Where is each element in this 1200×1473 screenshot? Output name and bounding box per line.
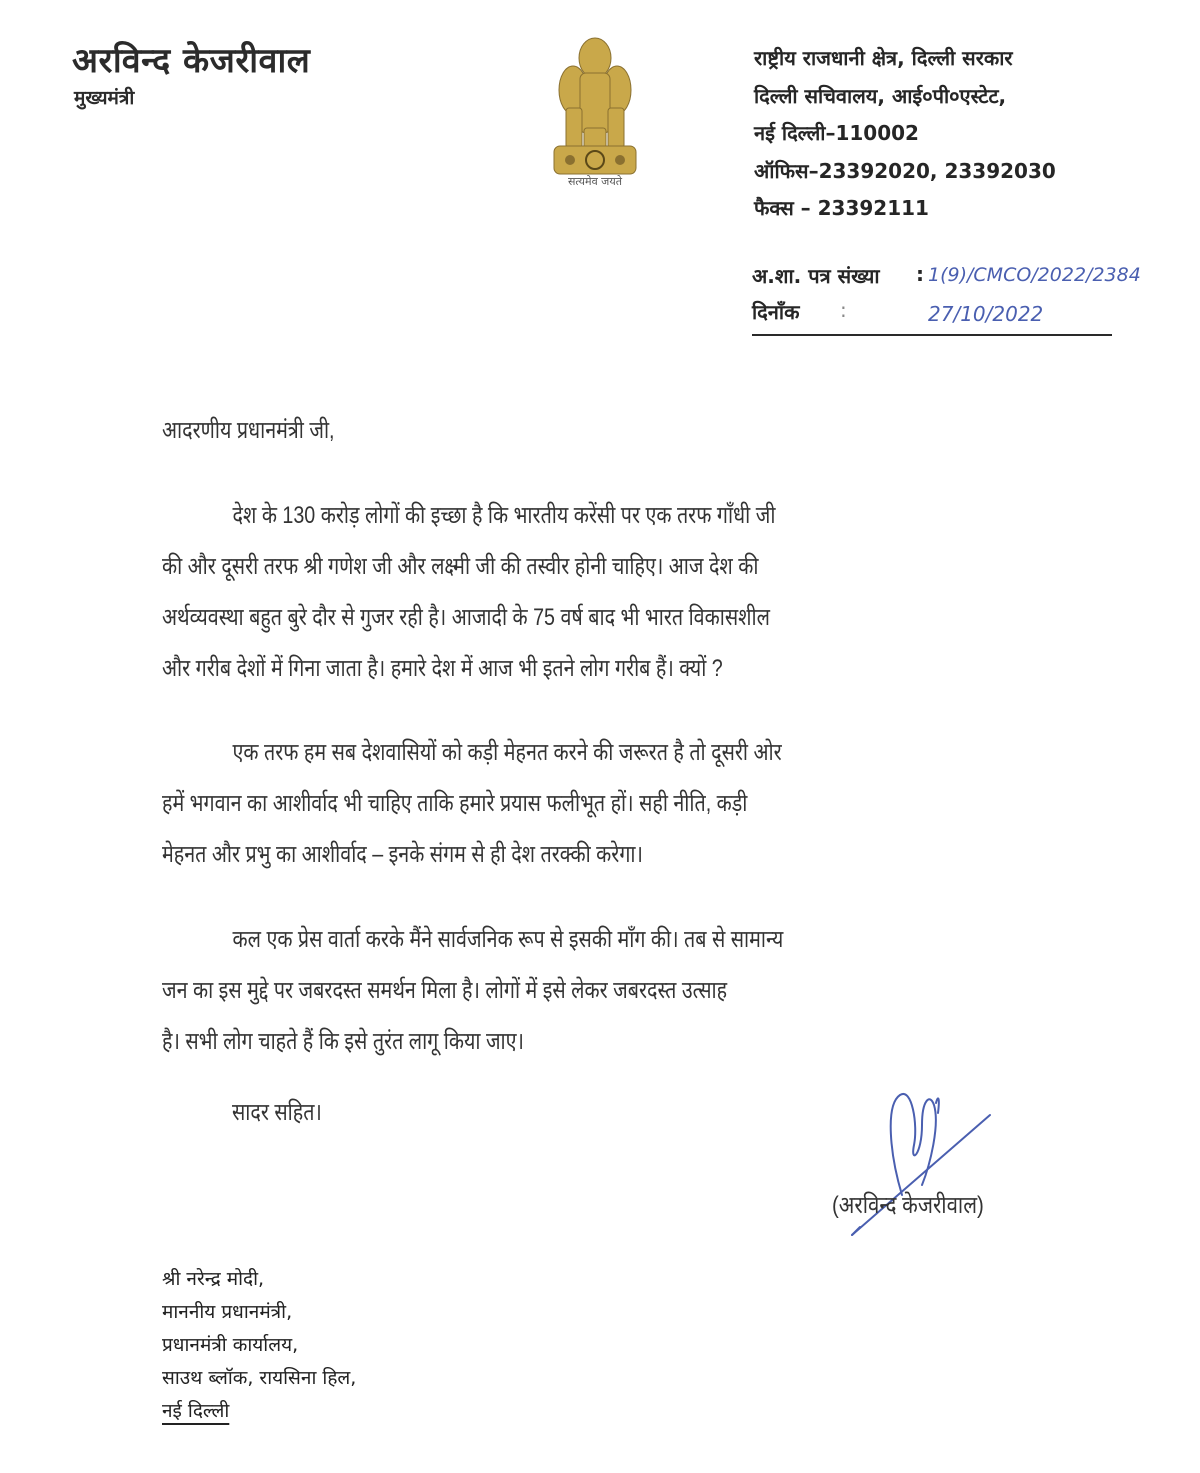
colon: : — [916, 262, 924, 286]
address-line: फैक्स – 23392111 — [754, 196, 929, 220]
state-emblem-icon — [540, 28, 650, 198]
paragraph-line: और गरीब देशों में गिना जाता है। हमारे देश में आज भी इतने लोग गरीब हैं। क्यों ? — [162, 655, 723, 682]
date-row — [752, 298, 1112, 334]
signature-icon — [830, 1085, 1030, 1245]
address-line: नई दिल्ली–110002 — [754, 121, 919, 145]
letter-number-value: 1(9)/CMCO/2022/2384 — [928, 264, 1141, 286]
paragraph-line: जन का इस मुद्दे पर जबरदस्त समर्थन मिला है। लोगों में इसे लेकर जबरदस्त उत्साह — [162, 977, 728, 1004]
recipient-line: साउथ ब्लॉक, रायसिना हिल, — [162, 1367, 357, 1389]
office-address — [754, 40, 1056, 228]
signed-name: (अरविन्द केजरीवाल) — [832, 1192, 984, 1219]
recipient-line: श्री नरेन्द्र मोदी, — [162, 1268, 265, 1290]
date-value: 27/10/2022 — [928, 302, 1044, 326]
recipient-line: प्रधानमंत्री कार्यालय, — [162, 1334, 299, 1356]
closing: सादर सहित। — [232, 1099, 322, 1126]
letter-number-label: अ.शा. पत्र संख्या — [752, 264, 880, 288]
recipient-address — [162, 1263, 356, 1428]
sender-name: अरविन्द केजरीवाल — [72, 41, 311, 81]
recipient-line: माननीय प्रधानमंत्री, — [162, 1301, 293, 1323]
paragraph-line: की और दूसरी तरफ श्री गणेश जी और लक्ष्मी जी की तस्वीर होनी चाहिए। आज देश की — [162, 553, 759, 580]
emblem-motto: सत्यमेव जयते — [567, 175, 622, 188]
paragraph-line: कल एक प्रेस वार्ता करके मैंने सार्वजनिक रूप से इसकी माँग की। तब से सामान्य — [232, 926, 784, 953]
recipient-city: नई दिल्ली — [162, 1400, 230, 1422]
address-line: ऑफिस–23392020, 23392030 — [754, 158, 1056, 183]
reference-block — [752, 262, 1141, 334]
paragraph-2 — [162, 727, 1064, 880]
paragraph-line: मेहनत और प्रभु का आशीर्वाद – इनके संगम से ही देश तरक्की करेगा। — [162, 841, 643, 868]
paragraph-line: देश के 130 करोड़ लोगों की इच्छा है कि भारतीय करेंसी पर एक तरफ गाँधी जी — [232, 502, 776, 529]
paragraph-line: अर्थव्यवस्था बहुत बुरे दौर से गुजर रही है। आजादी के 75 वर्ष बाद भी भारत विकासशील — [162, 604, 770, 631]
paragraph-1 — [162, 490, 1064, 694]
address-line: राष्ट्रीय राजधानी क्षेत्र, दिल्ली सरकार — [754, 46, 1013, 70]
sender-designation: मुख्यमंत्री — [74, 87, 135, 109]
address-line: दिल्ली सचिवालय, आई०पी०एस्टेट, — [754, 83, 1007, 108]
paragraph-line: एक तरफ हम सब देशवासियों को कड़ी मेहनत करने की जरूरत है तो दूसरी ओर — [232, 739, 782, 766]
date-label: दिनाँक — [752, 300, 800, 324]
paragraph-line: हमें भगवान का आशीर्वाद भी चाहिए ताकि हमारे प्रयास फलीभूत हों। सही नीति, कड़ी — [162, 790, 748, 817]
reference-underline — [752, 334, 1112, 336]
salutation: आदरणीय प्रधानमंत्री जी, — [162, 417, 335, 444]
letter-number-row — [752, 262, 1141, 298]
colon: : — [840, 298, 847, 322]
paragraph-3 — [162, 914, 1064, 1067]
paragraph-line: है। सभी लोग चाहते हैं कि इसे तुरंत लागू किया जाए। — [162, 1028, 525, 1055]
